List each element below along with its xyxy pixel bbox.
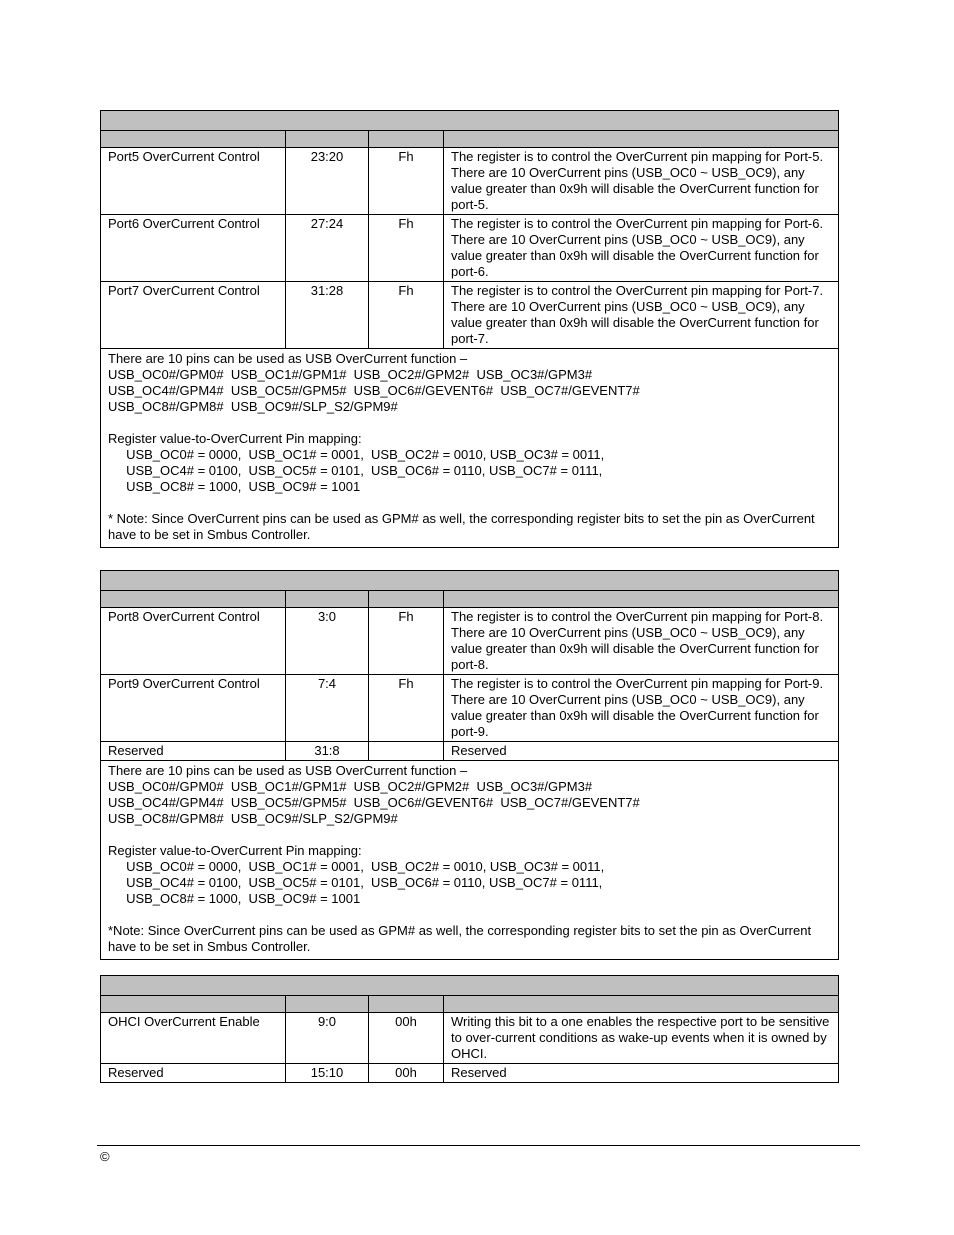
default-cell: Fh <box>369 282 444 349</box>
note-line: USB_OC8# = 1000, USB_OC9# = 1001 <box>108 891 361 906</box>
note-line: Register value-to-OverCurrent Pin mapping: <box>108 843 362 858</box>
column-header-cell <box>286 131 369 148</box>
field-name-cell: Reserved <box>101 1064 286 1083</box>
column-header-cell <box>286 996 369 1013</box>
default-cell: Fh <box>369 608 444 675</box>
table-row <box>101 282 839 349</box>
bits-cell: 23:20 <box>286 148 369 215</box>
bits-cell: 15:10 <box>286 1064 369 1083</box>
description-cell: The register is to control the OverCurrent pin mapping for Port-9. There are 10 OverCurrent pins (USB_OC0 ~ USB_OC9), any value greater than 0x9h will disable the OverCurrent function for port-9. <box>444 675 839 742</box>
note-line: There are 10 pins can be used as USB OverCurrent function – <box>108 763 468 778</box>
table-column-header-row <box>101 996 839 1013</box>
note-line: USB_OC8#/GPM8# USB_OC9#/SLP_S2/GPM9# <box>108 399 398 414</box>
column-header-cell <box>369 131 444 148</box>
note-line: USB_OC0# = 0000, USB_OC1# = 0001, USB_OC2# = 0010, USB_OC3# = 0011, <box>108 859 605 874</box>
note-line: USB_OC0#/GPM0# USB_OC1#/GPM1# USB_OC2#/GPM2# USB_OC3#/GPM3# <box>108 779 593 794</box>
note-line: USB_OC4#/GPM4# USB_OC5#/GPM5# USB_OC6#/GEVENT6# USB_OC7#/GEVENT7# <box>108 795 640 810</box>
default-cell: 00h <box>369 1064 444 1083</box>
bits-cell: 31:28 <box>286 282 369 349</box>
footer-divider <box>97 1145 860 1146</box>
note-line <box>108 415 831 431</box>
column-header-cell <box>444 131 839 148</box>
column-header-cell <box>369 996 444 1013</box>
note-line: USB_OC0# = 0000, USB_OC1# = 0001, USB_OC2# = 0010, USB_OC3# = 0011, <box>108 447 605 462</box>
note-line: USB_OC4#/GPM4# USB_OC5#/GPM5# USB_OC6#/GEVENT6# USB_OC7#/GEVENT7# <box>108 383 640 398</box>
register-table-2 <box>100 570 839 960</box>
table-top-band-cell <box>101 571 839 591</box>
field-name-cell: Port8 OverCurrent Control <box>101 608 286 675</box>
copyright-symbol: © <box>100 1149 110 1164</box>
bits-cell: 7:4 <box>286 675 369 742</box>
field-name-cell: Reserved <box>101 742 286 761</box>
table-row <box>101 608 839 675</box>
field-name-cell: Port9 OverCurrent Control <box>101 675 286 742</box>
column-header-cell <box>101 131 286 148</box>
default-cell: 00h <box>369 1013 444 1064</box>
note-row <box>101 761 839 960</box>
table-row <box>101 215 839 282</box>
note-line: USB_OC8#/GPM8# USB_OC9#/SLP_S2/GPM9# <box>108 811 398 826</box>
description-cell: The register is to control the OverCurrent pin mapping for Port-8. There are 10 OverCurrent pins (USB_OC0 ~ USB_OC9), any value greater than 0x9h will disable the OverCurrent function for port-8. <box>444 608 839 675</box>
column-header-cell <box>444 591 839 608</box>
table-top-band-cell <box>101 111 839 131</box>
note-cell <box>101 349 839 548</box>
table-top-band <box>101 571 839 591</box>
note-cell <box>101 761 839 960</box>
description-cell: Reserved <box>444 742 839 761</box>
description-cell: The register is to control the OverCurrent pin mapping for Port-5. There are 10 OverCurrent pins (USB_OC0 ~ USB_OC9), any value greater than 0x9h will disable the OverCurrent function for port-5. <box>444 148 839 215</box>
default-cell: Fh <box>369 675 444 742</box>
bits-cell: 9:0 <box>286 1013 369 1064</box>
table-row <box>101 1064 839 1083</box>
field-name-cell: Port7 OverCurrent Control <box>101 282 286 349</box>
field-name-cell: OHCI OverCurrent Enable <box>101 1013 286 1064</box>
default-cell <box>369 742 444 761</box>
description-cell: Reserved <box>444 1064 839 1083</box>
description-cell: The register is to control the OverCurrent pin mapping for Port-7. There are 10 OverCurrent pins (USB_OC0 ~ USB_OC9), any value greater than 0x9h will disable the OverCurrent function for port-7. <box>444 282 839 349</box>
note-line <box>108 495 831 511</box>
bits-cell: 31:8 <box>286 742 369 761</box>
note-line: *Note: Since OverCurrent pins can be used as GPM# as well, the corresponding register bits to set the pin as OverCurrent have to be set in Smbus Controller. <box>108 923 815 954</box>
column-header-cell <box>101 996 286 1013</box>
table-row <box>101 148 839 215</box>
table-top-band <box>101 976 839 996</box>
note-line: USB_OC4# = 0100, USB_OC5# = 0101, USB_OC6# = 0110, USB_OC7# = 0111, <box>108 463 603 478</box>
table-row <box>101 675 839 742</box>
table-top-band <box>101 111 839 131</box>
note-line: * Note: Since OverCurrent pins can be used as GPM# as well, the corresponding register bits to set the pin as OverCurrent have to be set in Smbus Controller. <box>108 511 819 542</box>
bits-cell: 3:0 <box>286 608 369 675</box>
field-name-cell: Port6 OverCurrent Control <box>101 215 286 282</box>
table-column-header-row <box>101 591 839 608</box>
note-line: Register value-to-OverCurrent Pin mapping: <box>108 431 362 446</box>
description-cell: Writing this bit to a one enables the respective port to be sensitive to over-current conditions as wake-up events when it is owned by OHCI. <box>444 1013 839 1064</box>
note-line: USB_OC0#/GPM0# USB_OC1#/GPM1# USB_OC2#/GPM2# USB_OC3#/GPM3# <box>108 367 593 382</box>
column-header-cell <box>369 591 444 608</box>
table-top-band-cell <box>101 976 839 996</box>
table-row <box>101 742 839 761</box>
note-line: USB_OC8# = 1000, USB_OC9# = 1001 <box>108 479 361 494</box>
table-row <box>101 1013 839 1064</box>
column-header-cell <box>444 996 839 1013</box>
default-cell: Fh <box>369 148 444 215</box>
bits-cell: 27:24 <box>286 215 369 282</box>
register-table-3 <box>100 975 839 1083</box>
column-header-cell <box>286 591 369 608</box>
note-row <box>101 349 839 548</box>
note-line <box>108 827 831 843</box>
default-cell: Fh <box>369 215 444 282</box>
column-header-cell <box>101 591 286 608</box>
note-line: USB_OC4# = 0100, USB_OC5# = 0101, USB_OC6# = 0110, USB_OC7# = 0111, <box>108 875 603 890</box>
note-line: There are 10 pins can be used as USB OverCurrent function – <box>108 351 468 366</box>
table-column-header-row <box>101 131 839 148</box>
note-line <box>108 907 831 923</box>
field-name-cell: Port5 OverCurrent Control <box>101 148 286 215</box>
description-cell: The register is to control the OverCurrent pin mapping for Port-6. There are 10 OverCurrent pins (USB_OC0 ~ USB_OC9), any value greater than 0x9h will disable the OverCurrent function for port-6. <box>444 215 839 282</box>
register-table-1 <box>100 110 839 548</box>
